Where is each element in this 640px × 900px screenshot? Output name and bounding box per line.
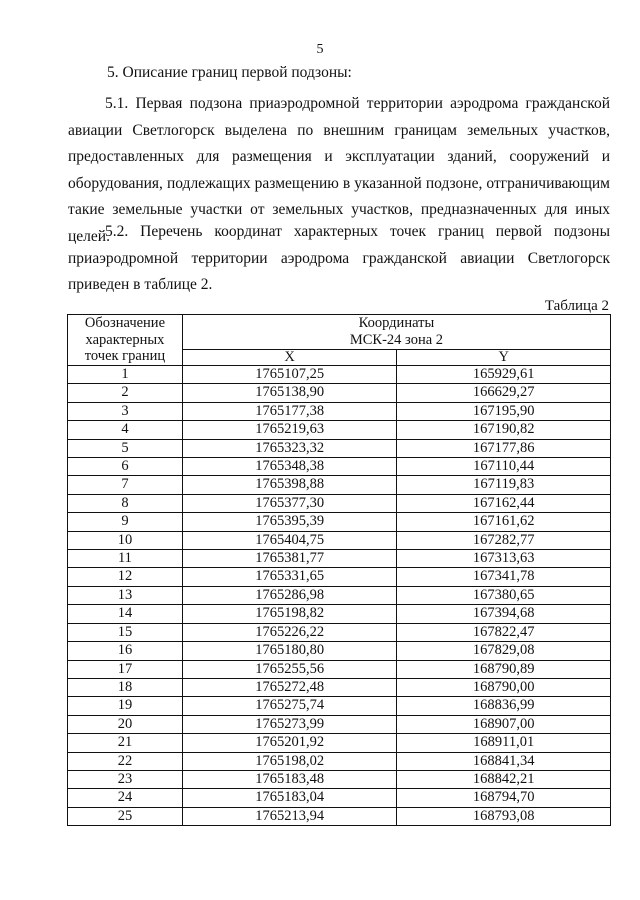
point-number-cell: 16 [68,642,183,660]
table-row [68,550,611,568]
point-number-cell: 6 [68,458,183,476]
point-number-cell: 20 [68,715,183,733]
y-coordinate-cell: 168794,70 [397,789,611,807]
table-row [68,605,611,623]
x-coordinate-cell: 1765275,74 [182,697,397,715]
coordinates-label: Координаты [358,315,435,331]
point-number-cell: 4 [68,421,183,439]
point-header-line: Обозначение [84,315,166,332]
point-number-cell: 9 [68,513,183,531]
table-row [68,458,611,476]
y-coordinate-cell: 167822,47 [397,623,611,641]
table-row [68,568,611,586]
y-coordinate-cell: 167341,78 [397,568,611,586]
table-body [68,366,611,826]
table-row [68,789,611,807]
x-coordinate-cell: 1765323,32 [182,439,397,457]
table-row [68,697,611,715]
y-coordinate-cell: 167161,62 [397,513,611,531]
y-coordinate-cell: 167313,63 [397,550,611,568]
x-coordinate-cell: 1765395,39 [182,513,397,531]
y-coordinate-cell: 167177,86 [397,439,611,457]
point-number-cell: 18 [68,678,183,696]
x-coordinate-cell: 1765286,98 [182,586,397,604]
table-row [68,678,611,696]
point-number-cell: 7 [68,476,183,494]
point-header-line: характерных [85,331,165,348]
table-row [68,439,611,457]
x-coordinate-cell: 1765198,82 [182,605,397,623]
point-number-cell: 23 [68,770,183,788]
point-number-cell: 25 [68,807,183,825]
x-coordinate-cell: 1765348,38 [182,458,397,476]
x-coordinate-cell: 1765198,02 [182,752,397,770]
x-coordinate-cell: 1765255,56 [182,660,397,678]
table-row [68,476,611,494]
x-coordinate-cell: 1765381,77 [182,550,397,568]
y-coordinate-cell: 167119,83 [397,476,611,494]
x-coordinate-cell: 1765273,99 [182,715,397,733]
table-row [68,494,611,512]
table-row [68,366,611,384]
y-coordinate-cell: 168842,21 [397,770,611,788]
coordinates-table [67,314,611,826]
table-row [68,752,611,770]
y-coordinate-cell: 167110,44 [397,458,611,476]
y-coordinate-cell: 166629,27 [397,384,611,402]
table-row [68,513,611,531]
point-number-cell: 14 [68,605,183,623]
y-coordinate-cell: 168793,08 [397,807,611,825]
x-coordinate-cell: 1765331,65 [182,568,397,586]
point-number-cell: 15 [68,623,183,641]
table-row [68,807,611,825]
x-column-header: X [182,350,397,366]
point-designation-header [68,315,183,366]
x-coordinate-cell: 1765377,30 [182,494,397,512]
y-coordinate-cell: 167394,68 [397,605,611,623]
point-number-cell: 21 [68,734,183,752]
point-number-cell: 10 [68,531,183,549]
x-coordinate-cell: 1765213,94 [182,807,397,825]
y-coordinate-cell: 168790,89 [397,660,611,678]
table-row [68,715,611,733]
table-caption: Таблица 2 [544,298,609,314]
section-heading: 5. Описание границ первой подзоны: [107,64,352,81]
x-coordinate-cell: 1765183,48 [182,770,397,788]
table-row [68,770,611,788]
paragraph-5-1: 5.1. Первая подзона приаэродромной территории аэродрома гражданской авиации Светлогорск выделена по внешним границам земельных участков, предоставленных для размещения и эксплуатации зданий, сооружений и оборудования, подлежащих размещению в указанной подзоне, отграничивающим такие земельные участки от земельных участков, предназначенных для иных целей. [68,95,610,245]
x-coordinate-cell: 1765183,04 [182,789,397,807]
paragraph-5-2: 5.2. Перечень координат характерных точек границ первой подзоны приаэродромной территории аэродрома гражданской авиации Светлогорск приведен в таблице 2. [68,223,610,293]
y-coordinate-cell: 167282,77 [397,531,611,549]
table-row [68,421,611,439]
x-coordinate-cell: 1765219,63 [182,421,397,439]
point-number-cell: 17 [68,660,183,678]
coordinate-system-label: МСК-24 зона 2 [349,332,444,348]
point-number-cell: 5 [68,439,183,457]
y-coordinate-cell: 167190,82 [397,421,611,439]
table-row [68,660,611,678]
y-coordinate-cell: 168907,00 [397,715,611,733]
y-coordinate-cell: 165929,61 [397,366,611,384]
page-number: 5 [316,42,324,57]
x-coordinate-cell: 1765201,92 [182,734,397,752]
y-coordinate-cell: 168836,99 [397,697,611,715]
y-coordinate-cell: 167162,44 [397,494,611,512]
point-number-cell: 13 [68,586,183,604]
point-number-cell: 11 [68,550,183,568]
x-coordinate-cell: 1765272,48 [182,678,397,696]
table-row [68,586,611,604]
table-row [68,384,611,402]
point-header-line: точек границ [84,348,166,365]
point-number-cell: 22 [68,752,183,770]
table-row [68,402,611,420]
point-number-cell: 1 [68,366,183,384]
point-number-cell: 19 [68,697,183,715]
point-number-cell: 8 [68,494,183,512]
point-number-cell: 24 [68,789,183,807]
y-coordinate-cell: 167380,65 [397,586,611,604]
x-coordinate-cell: 1765177,38 [182,402,397,420]
x-coordinate-cell: 1765180,80 [182,642,397,660]
table-row [68,531,611,549]
point-number-cell: 2 [68,384,183,402]
table-row [68,642,611,660]
x-coordinate-cell: 1765107,25 [182,366,397,384]
coordinates-header [182,315,610,350]
x-coordinate-cell: 1765404,75 [182,531,397,549]
table-row [68,623,611,641]
x-coordinate-cell: 1765398,88 [182,476,397,494]
point-number-cell: 3 [68,402,183,420]
table-row [68,734,611,752]
point-number-cell: 12 [68,568,183,586]
y-coordinate-cell: 168911,01 [397,734,611,752]
y-coordinate-cell: 168790,00 [397,678,611,696]
y-column-header: Y [397,350,611,366]
x-coordinate-cell: 1765138,90 [182,384,397,402]
y-coordinate-cell: 167829,08 [397,642,611,660]
y-coordinate-cell: 167195,90 [397,402,611,420]
x-coordinate-cell: 1765226,22 [182,623,397,641]
y-coordinate-cell: 168841,34 [397,752,611,770]
